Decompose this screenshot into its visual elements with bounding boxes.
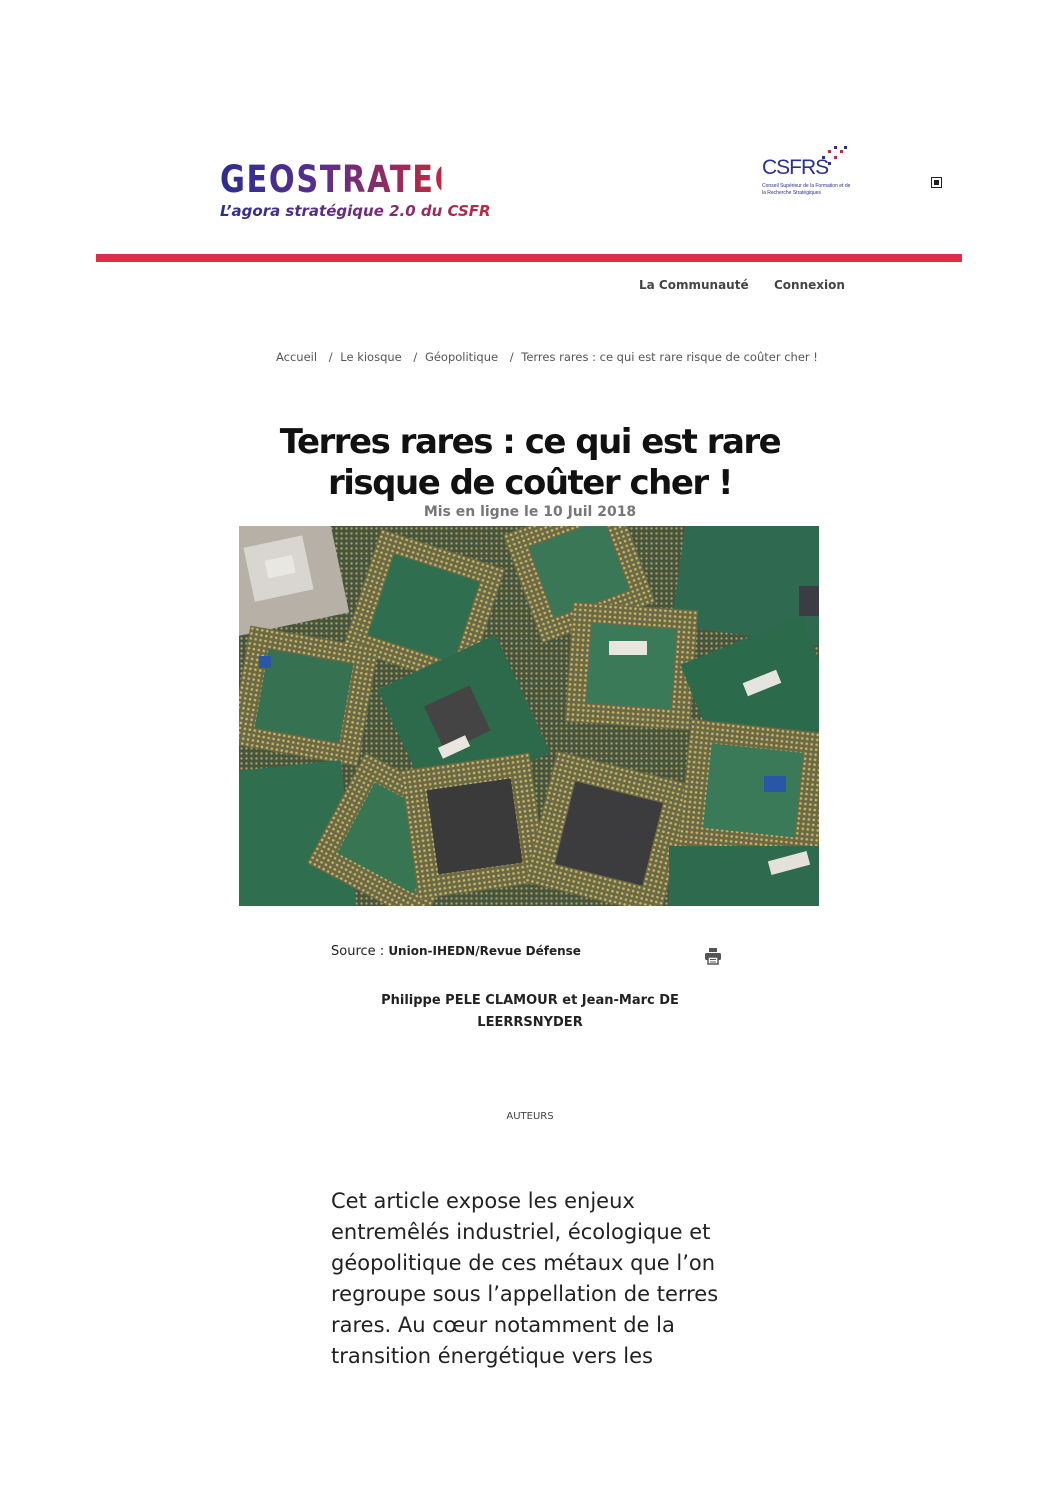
- site-logo[interactable]: [220, 158, 502, 220]
- source-value[interactable]: Union-IHEDN/Revue Défense: [388, 944, 581, 958]
- publication-date: Mis en ligne le 10 Juil 2018: [423, 504, 637, 520]
- source-line: [331, 944, 581, 959]
- logo-title: GEOSTRATEGIA: [220, 158, 500, 201]
- article-photo: [239, 526, 819, 906]
- breadcrumb-kiosque[interactable]: Le kiosque: [340, 350, 402, 364]
- breadcrumb: [276, 350, 818, 364]
- csfrs-logo[interactable]: [758, 146, 858, 206]
- authors-section-label: AUTEURS: [506, 1111, 554, 1122]
- print-icon[interactable]: [704, 947, 722, 965]
- breadcrumb-geopolitique[interactable]: Géopolitique: [424, 350, 499, 364]
- breadcrumb-separator: /: [509, 350, 514, 364]
- csfrs-logo-text: CSFRS: [762, 156, 829, 179]
- expand-icon[interactable]: [931, 177, 942, 188]
- nav-login-link[interactable]: Connexion: [774, 278, 845, 292]
- nav-community-link[interactable]: La Communauté: [639, 278, 749, 292]
- breadcrumb-current: Terres rares : ce qui est rare risque de coûter cher !: [521, 350, 818, 364]
- header-divider: [96, 254, 962, 262]
- breadcrumb-separator: /: [413, 350, 418, 364]
- article-title: Terres rares : ce qui est rare risque de coûter cher !: [279, 422, 781, 503]
- article-lead: Cet article expose les enjeux entremêlés industriel, écologique et géopolitique de ces métaux que l’on regroupe sous l’appellation de terres rares. Au cœur notamment de la transition énergétique vers les: [331, 1189, 719, 1368]
- logo-tagline: L’agora stratégique 2.0 du CSFRS: [220, 202, 502, 220]
- article-authors[interactable]: Philippe PELE CLAMOUR et Jean-Marc DE LEERRSNYDER: [381, 993, 679, 1030]
- processor-chips-pile: [239, 526, 819, 906]
- breadcrumb-home[interactable]: Accueil: [276, 350, 318, 364]
- breadcrumb-separator: /: [328, 350, 333, 364]
- csfrs-logo-subtitle: Conseil Supérieur de la Formation et de la Recherche Stratégiques: [762, 183, 851, 196]
- source-label: Source :: [331, 944, 385, 959]
